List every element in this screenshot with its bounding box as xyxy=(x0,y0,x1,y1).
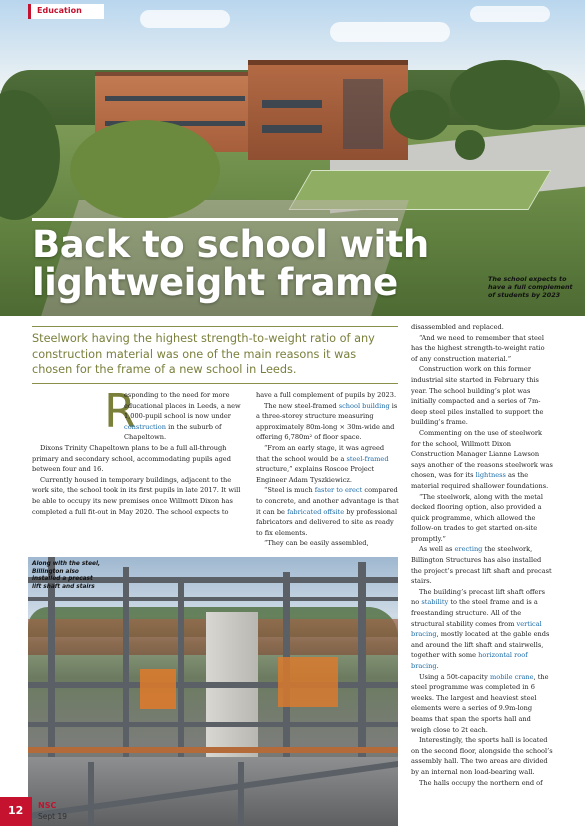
headline: Back to school with lightweight frame xyxy=(32,223,429,304)
photo-caption: Along with the steel, Billington also installed a precast lift shaft and stairs xyxy=(32,561,101,590)
text: as the material required shallower foundations. xyxy=(411,471,549,490)
text: to the steel frame and is a freestanding structure. All of the structural stability comes from xyxy=(411,598,538,628)
paragraph: “And we need to remember that steel has the highest strength-to-weight ratio of any construction material.” xyxy=(411,333,545,363)
standfirst-rule-bottom xyxy=(32,383,398,384)
construction-photo xyxy=(28,557,398,826)
article-column-3 xyxy=(411,322,553,788)
steel-beam xyxy=(28,597,398,601)
title-rule xyxy=(32,218,398,221)
link-horizontal-roof-bracing[interactable]: horizontal roof bracing xyxy=(411,651,528,670)
text: esponding to the need for more educational places in Leeds, a new 1,000-pupil school is now under xyxy=(124,391,241,421)
paragraph xyxy=(411,428,553,492)
link-faster-to-erect[interactable]: faster to erect xyxy=(314,486,363,495)
link-steel-framed[interactable]: steel-framed xyxy=(346,454,389,463)
steel-beam xyxy=(28,682,398,688)
window-strip xyxy=(105,96,245,101)
paragraph: disassembled and replaced. xyxy=(411,323,504,331)
cloud xyxy=(140,10,230,28)
paragraph xyxy=(256,443,399,485)
cloud xyxy=(330,22,450,42)
standfirst-rule-top xyxy=(32,326,398,327)
text: Using a 50t-capacity xyxy=(419,672,488,681)
section-tag xyxy=(28,4,104,19)
paragraph xyxy=(411,544,553,586)
link-fabricated-offsite[interactable]: fabricated offsite xyxy=(287,507,345,516)
safety-barrier xyxy=(140,669,176,709)
article-column-2 xyxy=(256,390,399,549)
cloud xyxy=(470,6,550,22)
tree xyxy=(455,130,485,160)
text: “Steel is much xyxy=(264,486,313,495)
issue-date: Sept 19 xyxy=(38,812,68,821)
text: The new steel-framed xyxy=(264,401,337,410)
text: . xyxy=(436,662,439,670)
tree xyxy=(70,120,220,220)
link-school-building[interactable]: school building xyxy=(338,401,390,410)
text: , the steel programme was completed in 6 weeks. The largest and heaviest steel elements were a series of 9.9m-long beams that span the sports hall and weigh close to 2t each. xyxy=(411,672,549,734)
paragraph: Currently housed in temporary buildings, adjacent to the work site, the school took in its first pupils in late 2017. It will be able to occupy its new premises once Willmott Dixon has completed a full fit-out in May 2020. The school expects to xyxy=(32,475,241,516)
paragraph: Dixons Trinity Chapeltown plans to be a full all-through primary and secondary school, accommodating pupils aged between four and 16. xyxy=(32,444,231,474)
link-lightness[interactable]: lightness xyxy=(475,471,506,480)
window-strip xyxy=(262,125,322,133)
text: The building’s precast lift shaft offers no xyxy=(411,587,545,607)
magazine-name: NSC xyxy=(38,801,57,810)
paragraph: Interestingly, the sports hall is located on the second floor, alongside the school’s assembly hall. The two areas are divided by an internal non load-bearing wall. xyxy=(411,736,553,776)
link-stability[interactable]: stability xyxy=(421,598,449,607)
text: “From an early stage, it was agreed that the school would be a xyxy=(256,443,385,463)
text: , mostly located at the gable ends and around the lift shaft and stairwells, together with some xyxy=(411,630,550,660)
steel-beam xyxy=(28,747,398,753)
paragraph: Construction work on this former industrial site started in February this year. The school building’s plot was initially compacted and a series of 7m-deep steel piles installed to support the building’s frame. xyxy=(411,365,544,427)
steel-beam xyxy=(28,722,398,727)
link-mobile-crane[interactable]: mobile crane xyxy=(489,672,534,681)
section-label: Education xyxy=(37,6,82,15)
drop-cap: R xyxy=(104,384,136,438)
paragraph xyxy=(411,587,553,672)
text: structure,” explains Roscoe Project Engineer Adam Tyszkiewicz. xyxy=(256,465,375,484)
paragraph: “The steelwork, along with the metal decked flooring option, also provided a quick programme, which allowed the follow-on trades to get started on-site promptly.” xyxy=(411,492,543,543)
text: is a three-storey structure measuring approximately 80m-long × 30m-wide and offering 6,780m² of floor space. xyxy=(256,401,398,442)
text: As well as xyxy=(419,545,453,554)
paragraph xyxy=(256,485,399,538)
text: the steelwork, Billington Structures has also installed the project’s precast lift shaft and precast stairs. xyxy=(411,545,552,586)
link-construction[interactable]: construction xyxy=(124,422,167,431)
text: Commenting on the use of steelwork for the school, Willmott Dixon Construction Manager Lianne Lawson says another of the reasons steelwork was chosen, was for its xyxy=(411,428,553,480)
paragraph xyxy=(411,672,553,736)
glazed-panel xyxy=(343,79,383,149)
tree xyxy=(390,90,450,140)
steel-column xyxy=(238,762,244,826)
standfirst: Steelwork having the highest strength-to-weight ratio of any construction material was one of the main reasons it was chosen for the frame of a new school in Leeds. xyxy=(32,332,375,376)
paragraph xyxy=(256,401,399,443)
paragraph: have a full complement of pupils by 2023. xyxy=(256,391,397,399)
window-strip xyxy=(262,100,322,108)
page-number: 12 xyxy=(8,804,24,817)
school-building-main xyxy=(248,60,408,160)
text: compared to concrete, and another advantage is that it can be xyxy=(256,486,399,516)
paragraph: The halls occupy the northern end of xyxy=(419,778,543,787)
link-vertical-bracing[interactable]: vertical bracing xyxy=(411,619,542,639)
hero-caption: The school expects to have a full complement of students by 2023 xyxy=(488,275,573,299)
paragraph xyxy=(124,390,242,443)
page-number-badge xyxy=(0,797,32,826)
paragraph: “They can be easily assembled, xyxy=(264,539,369,548)
text: in the suburb of Chapeltown. xyxy=(124,422,222,442)
article-column-1 xyxy=(124,390,242,443)
safety-barrier xyxy=(278,657,338,707)
text: by professional fabricators and delivered to site as ready to fix elements. xyxy=(256,507,398,537)
steel-column xyxy=(88,762,94,826)
article-column-1-continued xyxy=(32,443,242,517)
tree xyxy=(450,60,560,130)
link-erecting[interactable]: erecting xyxy=(454,545,483,554)
